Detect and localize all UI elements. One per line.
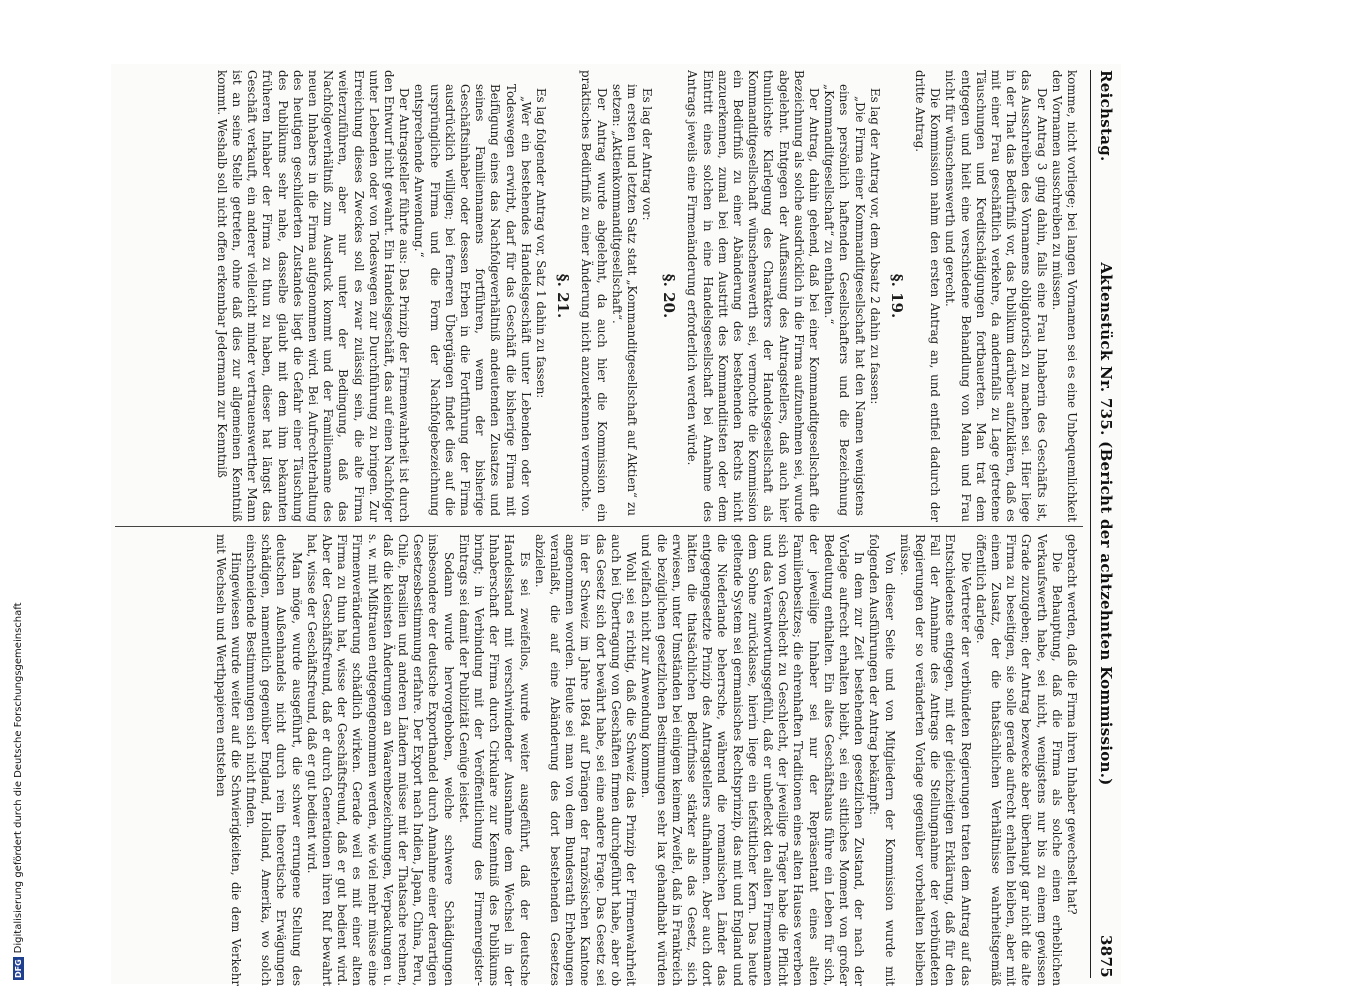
paragraph: Die Vertreter der verbündeten Regierungen traten dem Antrag auf das Entschiedenste entgegen, mit der gleichzeitigen Erklärung, daß für den Fall der Annahme des Antrags die Stellungnahme der verbündeten Regierungen der so veränderten Vorlage gegenüber vorbehalten bleiben müsse. bbox=[897, 534, 973, 986]
dfg-logo: DFG bbox=[13, 959, 23, 978]
paragraph: Hingewiesen wurde weiter auf die Schwierigkeiten, die dem Verkehr mit Wechseln und Werthpapieren entstehen bbox=[213, 534, 243, 986]
newspaper-page bbox=[111, 64, 1121, 984]
paragraph: Wohl sei es richtig, daß die Schweiz das Prinzip der Firmenwahrheit auch bei Übertragung von Geschäften firmen durchgeführt habe, aber ob das Gesetz sich dort bewährt habe, sei eine andere Frage. Das Gesetz sei in der Schweiz im Jahre 1864 auf Drängen der französischen Kantone angenommen worden. Heute sei man von dem Bundesrath Erhebungen veranlaßt, die auf eine Abänderung des dort bestehenden Gesetzes abzielen. bbox=[532, 534, 639, 986]
paragraph: Es lag der Antrag vor, dem Absatz 2 dahin zu fassen: bbox=[867, 88, 882, 405]
credit-text: Digitalisierung gefördert durch die Deutsche Forschungsgemeinschaft bbox=[13, 602, 24, 954]
page-number: 3875 bbox=[1097, 935, 1115, 978]
paragraph: Es lag der Antrag vor: bbox=[640, 88, 655, 221]
quoted-motion: im ersten und letzten Satz statt „Kommanditgesellschaft auf Aktien“ zu setzen: „Aktienkommanditgesellschaft“. bbox=[609, 84, 639, 516]
paragraph: Sodann wurde hervorgehoben, welche schwere Schädigungen insbesondere der deutsche Exporthandel durch Annahme einer derartigen Gesetzesbestimmung erfahre. Der Export nach Indien, Japan, China, Peru, Chile, Brasilien und anderen Ländern müsse mit der Thatsache rechnen, daß die kleinsten Änderungen an Waarenbezeichnungen, Verpackungen u. s. w. mit Mißtrauen entgegengenommen werden, wie viel mehr müsse eine Firmenveränderung schädlich wirken. Gerade weil es mit einer alten Firma zu thun hat, wisse der Geschäftsfreund, daß er gut bedient wird. Aber der Geschäftsfreund, daß er durch Generationen ihren Ruf bewahrt hat, wisse der Geschäftsfreund, daß er gut bedient wird. bbox=[304, 534, 456, 986]
header-left-title: Reichstag. bbox=[1097, 70, 1115, 162]
paragraph: Der Antragsteller führte aus: Das Prinzip der Firmenwahrheit ist durch den Entwurf nicht gewahrt. Ein Handelsgeschäft, das auf einen Nachfolger unter Lebenden oder von Todeswegen zur Durchführung zu bringen. Zur Erreichung dieses Zweckes soll es zwar zulässig sein, die alte Firma weiterzuführen, aber nur unter der Bedingung, daß das Nachfolgeverhältniß zum Ausdruck kommt und der Familienname des neuen Inhabers in die Firma aufgenommen wird. Bei Aufrechterhaltung des heutigen geschilderten Zustandes liegt die Gefahr einer Täuschung des Publikums sehr nahe, dasselbe glaubt mit dem ihm bekannten früheren Inhaber der Firma zu thun zu haben, dieser hat längst das Geschäft verkauft, ein anderer vielleicht minder vertrauenswerther Mann ist an seine Stelle getreten, ohne daß dies zur allgemeinen Kenntniß kommt. Weshalb soll nicht offen erkennbar Jedermann zur Kenntniß bbox=[214, 70, 412, 522]
paragraph: Es sei zweifellos, wurde weiter ausgeführt, daß der deutsche Handelsstand mit verschwindender Ausnahme dem Wechsel in der Inhaberschaft der Firma durch Cirkulare zur Kenntniß des Publikums bringt; in Verbindung mit der Veröffentlichung des Firmenregister-Eintrags sei damit der Publizität Genüge leistet. bbox=[456, 534, 532, 986]
page-header bbox=[1091, 70, 1121, 978]
header-center-title: Aktenstück Nr. 735. (Bericht der achtzehnten Kommission.) bbox=[1097, 262, 1115, 786]
paragraph: Die Kommission nahm den ersten Antrag an, und entfiel dadurch der dritte Antrag. bbox=[912, 70, 943, 522]
column-divider bbox=[115, 526, 1083, 527]
paragraph: Die Behauptung, daß die Firma als solche einen erheblichen Verkaufswerth habe, sei nicht, wenigstens nur bis zu einem gewissen Grade zuzugeben; der Antrag bezwecke aber überhaupt gar nicht die alte Firma zu beseitigen, sie solle gerade aufrecht erhalten bleiben, aber mit einem Zusatz, der die thatsächlichen Verhältnisse wahrheitsgemäß öffentlich darlege. bbox=[973, 534, 1064, 986]
quoted-motion: „Die Firma einer Kommanditgesellschaft hat den Namen wenigstens eines persönlich haftenden Gesellschafters und die Bezeichnung „Kommanditgesellschaft“ zu enthalten.“ bbox=[822, 84, 867, 516]
paragraph: gebracht werden, daß die Firma ihren Inhaber gewechselt hat? bbox=[1065, 534, 1079, 915]
paragraph: In dem zur Zeit bestehenden gesetzlichen Zustand, der nach der Vorlage aufrecht erhalten bleibt, sei ein sittliches Moment von großer Bedeutung enthalten. Ein altes Geschäftshaus führe ein Leben für sich, der jeweilige Inhaber sei nur der Repräsentant eines alten Familienbesitzes; die ehrenhaften Traditionen eines alten Hauses vererben sich von Geschlecht zu Geschlecht, der jeweilige Träger habe die Pflicht und das Verantwortungsgefühl, daß er unbefleckt den alten Firmennamen dem Sohne zurücklasse, hierin liege ein tiefsittlicher Kern. Das heute geltende System sei germanisches Rechtsprinzip, das mit und England und die Niederlande beherrsche, während die romanischen Länder das entgegengesetzte Prinzip des Antragstellers aufnahmen. Aber auch dort hätten die thatsächlichen Bedürfnisse stärker als das Gesetz, sich erwiesen, unter Umständen bei einigem keinem Zweifel, daß in Frankreich die bezüglichen gesetzlichen Bestimmungen sehr lax gehandhabt würden und vielfach nicht zur Anwendung kommen. bbox=[639, 534, 867, 986]
section-heading-21: §. 21. bbox=[554, 273, 573, 319]
paragraph: Der Antrag, dahin gehend, daß bei einer Kommanditgesellschaft die Bezeichnung als solche ausdrücklich in die Firma aufzunehmen sei, wurde abgelehnt. Entgegen der Auffassung des Antragstellers, daß auch hier thunlichste Klarlegung des Charakters der Handelsgesellschaft als Kommanditgesellschaft wünschenswerth sei, vermochte die Kommission ein Bedürfniß zu einer Abänderung des bestehenden Rechts nicht anzuerkennen, zumal bei dem Austritt des Kommanditisten oder dem Eintritt eines solchen in eine Handelsgesellschaft bei Annahme des Antrags jeweils eine Firmenänderung erforderlich werden würde. bbox=[685, 70, 821, 522]
paragraph: Es lag folgender Antrag vor, Satz 1 dahin zu fassen: bbox=[534, 88, 549, 399]
paragraph: Von dieser Seite und von Mitgliedern der Kommission wurde mit folgenden Ausführungen der Antrag bekämpft: bbox=[867, 534, 897, 986]
quoted-motion: „Wer ein bestehendes Handelsgeschäft unter Lebenden oder von Todeswegen erwirbt, darf für das Geschäft die bisherige Firma mit Beifügung eines das Nachfolgeverhältniß andeutenden Zusatzes und seines Familiennamens fortführen, wenn der bisherige Geschäftsinhaber oder dessen Erben in die Fortführung der Firma ausdrücklich willigen; bei ferneren Übergängen findet dies auf die ursprüngliche Firma und die Form der Nachfolgebezeichnung entsprechende Anwendung.“ bbox=[412, 84, 533, 516]
digitization-credit bbox=[12, 420, 26, 980]
right-column bbox=[117, 534, 1079, 986]
section-heading-20: §. 20. bbox=[660, 273, 679, 319]
paragraph: komme, nicht vorliege; bei langen Vornamen sei es eine Unbequemlichkeit den Vornamen ausschreiben zu müssen. bbox=[1049, 70, 1079, 522]
left-column bbox=[117, 70, 1079, 522]
paragraph: Der Antrag wurde abgelehnt, da auch hier die Kommission ein praktisches Bedürfniß zu einer Änderung nicht anzuerkennen vermochte. bbox=[579, 70, 609, 522]
section-heading-19: §. 19. bbox=[887, 273, 906, 319]
paragraph: Man möge, wurde ausgeführt, die schwer errungene Stellung des deutschen Außenhandels nicht durch rein theoretische Erwägungen schädigen, namentlich gegenüber England, Holland, Amerika, wo solch einschneidende Bestimmungen sich nicht finden. bbox=[244, 534, 304, 986]
paragraph: Der Antrag 3 ging dahin, falls eine Frau Inhaberin des Geschäfts ist, das Ausschreiben des Vornamens obligatorisch zu machen sei. Hier liege in der That das Bedürfniß vor, das Publikum darüber aufzuklären, daß es mit einer Frau geschäftlich verkehre, da andernfalls zu Lage getretene Täuschungen und Kreditschädigungen fortbauerten. Man trat dem entgegen und hielt eine verschiedene Behandlung von Mann und Frau nicht für wünschenswerth und gerecht. bbox=[943, 70, 1049, 522]
header-rule bbox=[1090, 70, 1091, 978]
